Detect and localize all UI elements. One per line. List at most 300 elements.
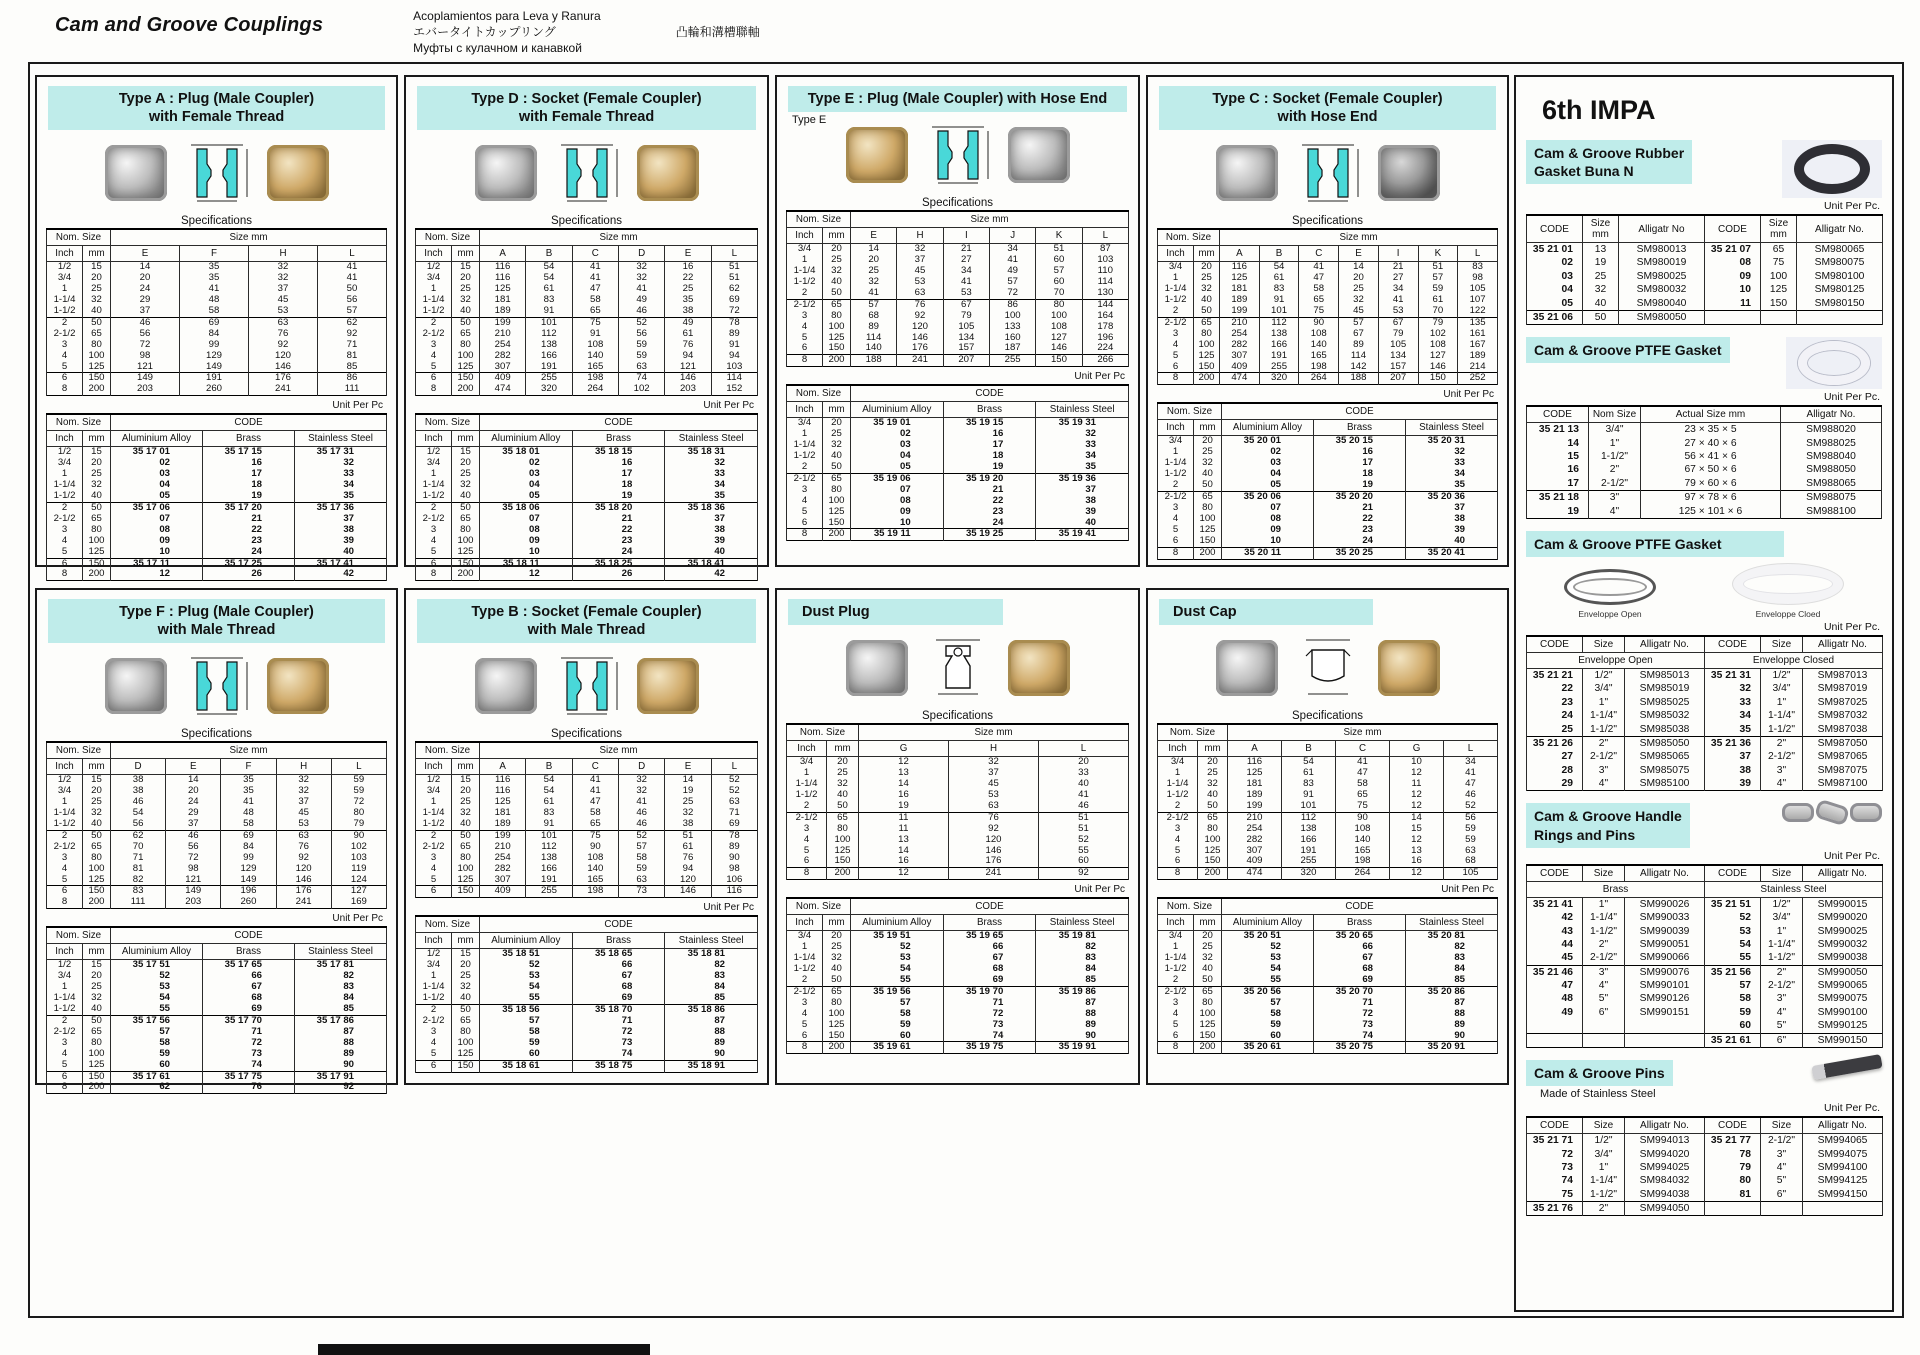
cell: SM990032 bbox=[1803, 938, 1883, 951]
column-header: G bbox=[1390, 741, 1444, 757]
cell: 2-1/2 bbox=[47, 329, 83, 340]
column-header: Brass bbox=[203, 944, 295, 960]
cell: 112 bbox=[1259, 317, 1299, 328]
cell: 94 bbox=[665, 864, 711, 875]
cell: 73 bbox=[1527, 1161, 1583, 1174]
cell: 125 bbox=[452, 547, 480, 558]
cell: 6" bbox=[1761, 1188, 1803, 1202]
cell: 35 19 61 bbox=[851, 1042, 944, 1054]
cell: 5 bbox=[416, 547, 452, 558]
table-row bbox=[416, 491, 758, 502]
cell: 1-1/4 bbox=[1158, 953, 1194, 964]
cell: 54 bbox=[111, 808, 166, 819]
cell: 13 bbox=[859, 768, 949, 779]
cell: 35 21 76 bbox=[1527, 1202, 1583, 1216]
cell: 255 bbox=[526, 886, 572, 898]
cell: 2-1/2 bbox=[1158, 317, 1194, 328]
unit-per-pc-label: Unit Per Pc. bbox=[1823, 391, 1880, 404]
cell: 65 bbox=[572, 819, 618, 830]
cell: 67 × 50 × 6 bbox=[1641, 463, 1781, 476]
column-header: Inch bbox=[787, 402, 823, 418]
cell: 1-1/4 bbox=[1158, 284, 1194, 295]
cell: 72 bbox=[166, 853, 221, 864]
column-header: B bbox=[1282, 741, 1336, 757]
table-row bbox=[1527, 764, 1883, 777]
technical-drawing-icon bbox=[551, 141, 623, 205]
table-row bbox=[787, 507, 1129, 518]
cell: 65 bbox=[83, 514, 111, 525]
cell: 66 bbox=[943, 942, 1036, 953]
cell bbox=[1583, 1033, 1625, 1047]
cell: 20 bbox=[827, 757, 859, 768]
coupling-photo-icon bbox=[105, 658, 167, 714]
cell: 90 bbox=[665, 1049, 758, 1060]
cell: 32 bbox=[1198, 779, 1228, 790]
cell: 101 bbox=[526, 317, 572, 328]
cell: 130 bbox=[1082, 288, 1128, 299]
cell: 85 bbox=[1036, 975, 1129, 986]
column-header: E bbox=[665, 759, 711, 775]
cell: 27 bbox=[943, 255, 989, 266]
cell: 1-1/2 bbox=[47, 491, 83, 502]
cell: 57 bbox=[1036, 266, 1082, 277]
scan-artifact-bar bbox=[318, 1344, 650, 1355]
cell: 75 bbox=[572, 317, 618, 328]
panel-title bbox=[48, 86, 385, 130]
cell: 125 bbox=[823, 507, 851, 518]
cell: 51 bbox=[711, 262, 757, 273]
cell: 59 bbox=[331, 775, 386, 786]
cell: 24 bbox=[166, 797, 221, 808]
rubber-gasket-photo-icon bbox=[1782, 140, 1882, 198]
cell: 48 bbox=[180, 295, 249, 306]
cell: 63 bbox=[249, 317, 318, 328]
column-header: CODE bbox=[1705, 865, 1761, 882]
cell: 199 bbox=[480, 830, 526, 841]
cell: 22 bbox=[943, 496, 1036, 507]
cell: 60 bbox=[1036, 277, 1082, 288]
cell: 47 bbox=[1299, 273, 1339, 284]
cell: 49 bbox=[1527, 1006, 1583, 1019]
cell: 1-1/4" bbox=[1583, 1174, 1625, 1187]
cell: 25 bbox=[823, 429, 851, 440]
cell: 264 bbox=[1299, 373, 1339, 385]
table-row bbox=[1158, 812, 1498, 823]
column-header: Nom. Size bbox=[416, 414, 480, 431]
cell: 35 17 06 bbox=[111, 502, 203, 513]
cell: 16 bbox=[665, 262, 711, 273]
column-header: Inch bbox=[47, 944, 83, 960]
cell: 4 bbox=[787, 835, 827, 846]
cell: 2 bbox=[787, 288, 823, 299]
cell: 6 bbox=[787, 518, 823, 529]
cell: 2-1/2" bbox=[1761, 979, 1803, 992]
cell: 1 bbox=[787, 768, 827, 779]
cell: 1-1/2 bbox=[1158, 964, 1194, 975]
cell: 2" bbox=[1761, 965, 1803, 979]
cell: SM980065 bbox=[1797, 243, 1883, 257]
cell: 140 bbox=[1336, 835, 1390, 846]
column-header: Stainless Steel bbox=[1036, 915, 1129, 931]
cell: 105 bbox=[1458, 284, 1498, 295]
table-row bbox=[1527, 1033, 1883, 1047]
unit-per-pc-label: Unit Per Pc. bbox=[1823, 1102, 1880, 1115]
cell: 2" bbox=[1589, 463, 1641, 476]
cell: SM990151 bbox=[1625, 1006, 1705, 1019]
cell: 42 bbox=[665, 569, 758, 580]
cell: 58 bbox=[1336, 779, 1390, 790]
column-header: Size mm bbox=[480, 742, 758, 759]
cell: 2-1/2 bbox=[1158, 812, 1198, 823]
technical-drawing-icon bbox=[181, 141, 253, 205]
cell: 63 bbox=[618, 362, 664, 373]
column-header: mm bbox=[1198, 741, 1228, 757]
cell: 14 bbox=[859, 779, 949, 790]
table-row bbox=[787, 322, 1129, 333]
unit-per-pc-label: Unit Per Pc bbox=[703, 902, 754, 914]
cell: 73 bbox=[203, 1049, 295, 1060]
cell: 35 17 31 bbox=[295, 447, 387, 458]
cell: 100 bbox=[452, 1038, 480, 1049]
cell: 4 bbox=[416, 351, 452, 362]
cell: 20 bbox=[851, 255, 897, 266]
cell: 1-1/2 bbox=[416, 819, 452, 830]
cell: 20 bbox=[823, 418, 851, 429]
cell: 4" bbox=[1761, 1006, 1803, 1019]
cell: 2" bbox=[1761, 736, 1803, 750]
cell: 16 bbox=[859, 790, 949, 801]
cell: 125 bbox=[83, 1060, 111, 1071]
cell: 142 bbox=[1339, 362, 1379, 373]
cell: 90 bbox=[295, 1060, 387, 1071]
cell: 50 bbox=[1583, 310, 1619, 324]
cell: 58 bbox=[618, 853, 664, 864]
cell: 57 bbox=[851, 998, 944, 1009]
cell: 25 bbox=[452, 469, 480, 480]
cell: SM990075 bbox=[1803, 992, 1883, 1005]
cell: 34 bbox=[665, 480, 758, 491]
technical-drawing-icon bbox=[922, 636, 994, 700]
coupling-photo-icon bbox=[846, 127, 908, 183]
technical-drawing-icon bbox=[1292, 141, 1364, 205]
cell: 1" bbox=[1583, 696, 1625, 709]
cell: 87 bbox=[295, 1027, 387, 1038]
cell: 48 bbox=[1527, 992, 1583, 1005]
cell: 54 bbox=[1259, 262, 1299, 273]
cell: 83 bbox=[1282, 779, 1336, 790]
cell: 4 bbox=[787, 496, 823, 507]
column-header: L bbox=[1458, 246, 1498, 262]
cell: 34 bbox=[989, 244, 1035, 255]
cell: 60 bbox=[1222, 1031, 1314, 1042]
cell: 106 bbox=[711, 875, 757, 886]
cell: 3/4 bbox=[1158, 757, 1198, 768]
cell: 48 bbox=[221, 808, 276, 819]
cell: 02 bbox=[1527, 256, 1583, 269]
column-header: mm bbox=[1194, 246, 1220, 262]
cell: 67 bbox=[572, 971, 665, 982]
cell: 52 bbox=[1039, 835, 1129, 846]
product-images bbox=[46, 647, 387, 725]
cell: 3/4 bbox=[1158, 436, 1194, 447]
cell: SM980150 bbox=[1797, 297, 1883, 311]
column-header: L bbox=[318, 246, 387, 262]
cell: 10 bbox=[480, 547, 573, 558]
cell: 17 bbox=[1314, 458, 1406, 469]
cell: 57 bbox=[480, 1016, 573, 1027]
cell: 114 bbox=[851, 333, 897, 344]
cell: 3 bbox=[47, 853, 83, 864]
cell: 68 bbox=[943, 964, 1036, 975]
cell: 52 bbox=[1222, 942, 1314, 953]
cell: 40 bbox=[1194, 964, 1222, 975]
product-images bbox=[415, 647, 758, 725]
cell: 05 bbox=[1222, 480, 1314, 491]
table-row bbox=[47, 340, 387, 351]
cell: 50 bbox=[83, 317, 111, 328]
cell: 22 bbox=[203, 525, 295, 536]
cell: 102 bbox=[618, 384, 664, 395]
cell: 138 bbox=[526, 340, 572, 351]
cell: 3 bbox=[416, 1027, 452, 1038]
cell: SM990020 bbox=[1803, 911, 1883, 924]
cell: 200 bbox=[452, 384, 480, 395]
cell: 255 bbox=[1282, 856, 1336, 867]
cell: 1" bbox=[1761, 696, 1803, 709]
cell: 2 bbox=[47, 1015, 83, 1026]
cell: SM988100 bbox=[1781, 505, 1882, 519]
cell: 50 bbox=[83, 502, 111, 513]
section-title bbox=[1526, 803, 1690, 847]
cell: 32 bbox=[1194, 953, 1222, 964]
cell: 1 bbox=[416, 797, 452, 808]
cell: 125 bbox=[452, 875, 480, 886]
cell: 161 bbox=[1458, 329, 1498, 340]
cell: 32 bbox=[249, 273, 318, 284]
cell: 37 bbox=[276, 797, 331, 808]
column-header: B bbox=[526, 759, 572, 775]
cell: 108 bbox=[572, 340, 618, 351]
column-header: Stainless Steel bbox=[665, 431, 758, 447]
cell: 1 bbox=[1158, 447, 1194, 458]
section-rubber-gasket bbox=[1526, 140, 1882, 325]
panel-title bbox=[1159, 86, 1496, 130]
cell: 3 bbox=[47, 1038, 83, 1049]
cell: 2-1/2" bbox=[1761, 750, 1803, 763]
cell: 19 bbox=[1527, 505, 1589, 519]
cell: 32 bbox=[83, 480, 111, 491]
cell: 35 21 06 bbox=[1527, 310, 1583, 324]
cell: 08 bbox=[480, 525, 573, 536]
cell: 16 bbox=[1390, 856, 1444, 867]
cell: 10 bbox=[1705, 283, 1761, 296]
cell: 6 bbox=[416, 373, 452, 384]
cell: 2 bbox=[47, 502, 83, 513]
cell: 6 bbox=[787, 856, 827, 867]
cell: 2-1/2 bbox=[787, 473, 823, 484]
cell: 03 bbox=[1222, 458, 1314, 469]
cell: 25 bbox=[1198, 768, 1228, 779]
cell: 92 bbox=[295, 1082, 387, 1093]
cell: 23 × 35 × 5 bbox=[1641, 423, 1781, 437]
cell: 1-1/2" bbox=[1583, 1188, 1625, 1202]
cell: 35 bbox=[1406, 480, 1498, 491]
cell: 3 bbox=[787, 824, 827, 835]
cell: 100 bbox=[1198, 835, 1228, 846]
cell: 1-1/4 bbox=[787, 953, 823, 964]
section-title: Cam & Groove Pins bbox=[1526, 1060, 1673, 1086]
column-header: Size bbox=[1761, 1117, 1803, 1134]
cell: 1-1/4 bbox=[416, 480, 452, 491]
column-header: K bbox=[1418, 246, 1458, 262]
cell: 47 bbox=[1527, 979, 1583, 992]
cell: 34 bbox=[295, 480, 387, 491]
cell: 46 bbox=[618, 819, 664, 830]
cell: 157 bbox=[1378, 362, 1418, 373]
cell: 198 bbox=[1336, 856, 1390, 867]
cell: 20 bbox=[111, 273, 180, 284]
dust-cap-photo-icon bbox=[1378, 640, 1440, 696]
cell: 81 bbox=[111, 864, 166, 875]
cell: 198 bbox=[572, 373, 618, 384]
cell: 51 bbox=[1039, 824, 1129, 835]
cell: 2 bbox=[787, 975, 823, 986]
cell: 69 bbox=[203, 1004, 295, 1015]
cell: 58 bbox=[1299, 284, 1339, 295]
cell: 50 bbox=[452, 830, 480, 841]
cell: 66 bbox=[203, 971, 295, 982]
column-header: L bbox=[711, 246, 757, 262]
cell: 74 bbox=[1314, 1031, 1406, 1042]
cell: 203 bbox=[166, 897, 221, 908]
cell: 100 bbox=[83, 864, 111, 875]
cell: 1 bbox=[47, 469, 83, 480]
cell: 5" bbox=[1761, 1174, 1803, 1187]
cell: 33 bbox=[1036, 440, 1129, 451]
cell: SM994038 bbox=[1625, 1188, 1705, 1202]
cell: 38 bbox=[111, 786, 166, 797]
cell: 32 bbox=[83, 295, 111, 306]
cell: 35 19 56 bbox=[851, 986, 944, 997]
cell: 150 bbox=[83, 373, 111, 384]
cell: 165 bbox=[1299, 351, 1339, 362]
cell: 38 bbox=[665, 525, 758, 536]
cell: 125 bbox=[1761, 283, 1797, 296]
product-images bbox=[1157, 134, 1498, 212]
cell: 15 bbox=[452, 262, 480, 273]
panel-title-line2: with Female Thread bbox=[518, 109, 655, 126]
column-header: mm bbox=[452, 759, 480, 775]
cell: 02 bbox=[480, 458, 573, 469]
table-row bbox=[1527, 297, 1883, 311]
cell: 08 bbox=[1222, 514, 1314, 525]
cell: 1-1/2 bbox=[787, 964, 823, 975]
cell: 16 bbox=[1314, 447, 1406, 458]
column-header: A bbox=[480, 246, 526, 262]
cell: 55 bbox=[480, 993, 573, 1004]
cell: 57 bbox=[111, 1027, 203, 1038]
table-row bbox=[47, 1082, 387, 1093]
column-header: Inch bbox=[787, 228, 823, 244]
cell: 92 bbox=[1039, 868, 1129, 880]
cell: 46 bbox=[111, 317, 180, 328]
cell: 12 bbox=[480, 569, 573, 580]
section-title bbox=[1526, 140, 1692, 184]
cell: 1" bbox=[1583, 897, 1625, 911]
cell: 76 bbox=[276, 842, 331, 853]
table-row bbox=[47, 897, 387, 908]
cell: 19 bbox=[1314, 480, 1406, 491]
data-table bbox=[786, 384, 1129, 541]
cell: 116 bbox=[480, 786, 526, 797]
cell: 14 bbox=[851, 244, 897, 255]
cell: 53 bbox=[1705, 925, 1761, 938]
table-row bbox=[787, 518, 1129, 529]
cell: 5 bbox=[787, 507, 823, 518]
table-row bbox=[1527, 1148, 1883, 1161]
cell: 59 bbox=[1444, 835, 1498, 846]
cell: 200 bbox=[1194, 373, 1220, 385]
section-title-line2: Rings and Pins bbox=[1534, 826, 1636, 843]
cell: 167 bbox=[1458, 340, 1498, 351]
specifications-table bbox=[46, 741, 387, 909]
cell: 255 bbox=[1259, 362, 1299, 373]
cell: 50 bbox=[83, 830, 111, 841]
cell: 35 20 31 bbox=[1406, 436, 1498, 447]
cell: 98 bbox=[166, 864, 221, 875]
cell: 65 bbox=[1194, 492, 1222, 503]
cell: 19 bbox=[1583, 256, 1619, 269]
cell: 71 bbox=[1314, 998, 1406, 1009]
cell: 58 bbox=[572, 808, 618, 819]
cell: 37 bbox=[897, 255, 943, 266]
subtitle-zh: 凸輪和溝槽聯軸 bbox=[675, 25, 760, 40]
column-header: mm bbox=[83, 431, 111, 447]
cell: 35 21 77 bbox=[1705, 1134, 1761, 1148]
table-row bbox=[47, 853, 387, 864]
cell: 307 bbox=[480, 875, 526, 886]
cell: 62 bbox=[318, 317, 387, 328]
cell: SM994013 bbox=[1625, 1134, 1705, 1148]
cell: 264 bbox=[1336, 868, 1390, 880]
cell: 20 bbox=[1039, 757, 1129, 768]
cell: 32 bbox=[665, 458, 758, 469]
table-row bbox=[787, 462, 1129, 473]
cell: 53 bbox=[249, 306, 318, 317]
coupling-photo-icon bbox=[475, 145, 537, 201]
cell: 59 bbox=[618, 340, 664, 351]
cell: 149 bbox=[180, 362, 249, 373]
cell: 35 21 46 bbox=[1527, 965, 1583, 979]
cell: 87 bbox=[665, 1016, 758, 1027]
data-table bbox=[46, 741, 387, 909]
cell: 1 bbox=[787, 429, 823, 440]
cell: 08 bbox=[111, 525, 203, 536]
cell: 32 bbox=[618, 262, 664, 273]
cell: 35 bbox=[1036, 462, 1129, 473]
cell: 40 bbox=[452, 819, 480, 830]
cell: 41 bbox=[180, 284, 249, 295]
cell: SM990150 bbox=[1803, 1033, 1883, 1047]
column-header: A bbox=[1220, 246, 1260, 262]
panel-title bbox=[788, 599, 1003, 625]
cell: 59 bbox=[1222, 1020, 1314, 1031]
cell: 07 bbox=[1222, 503, 1314, 514]
cell: 12 bbox=[1390, 790, 1444, 801]
cell: 146 bbox=[249, 362, 318, 373]
cell: 89 bbox=[1406, 1020, 1498, 1031]
cell: 200 bbox=[823, 1042, 851, 1054]
